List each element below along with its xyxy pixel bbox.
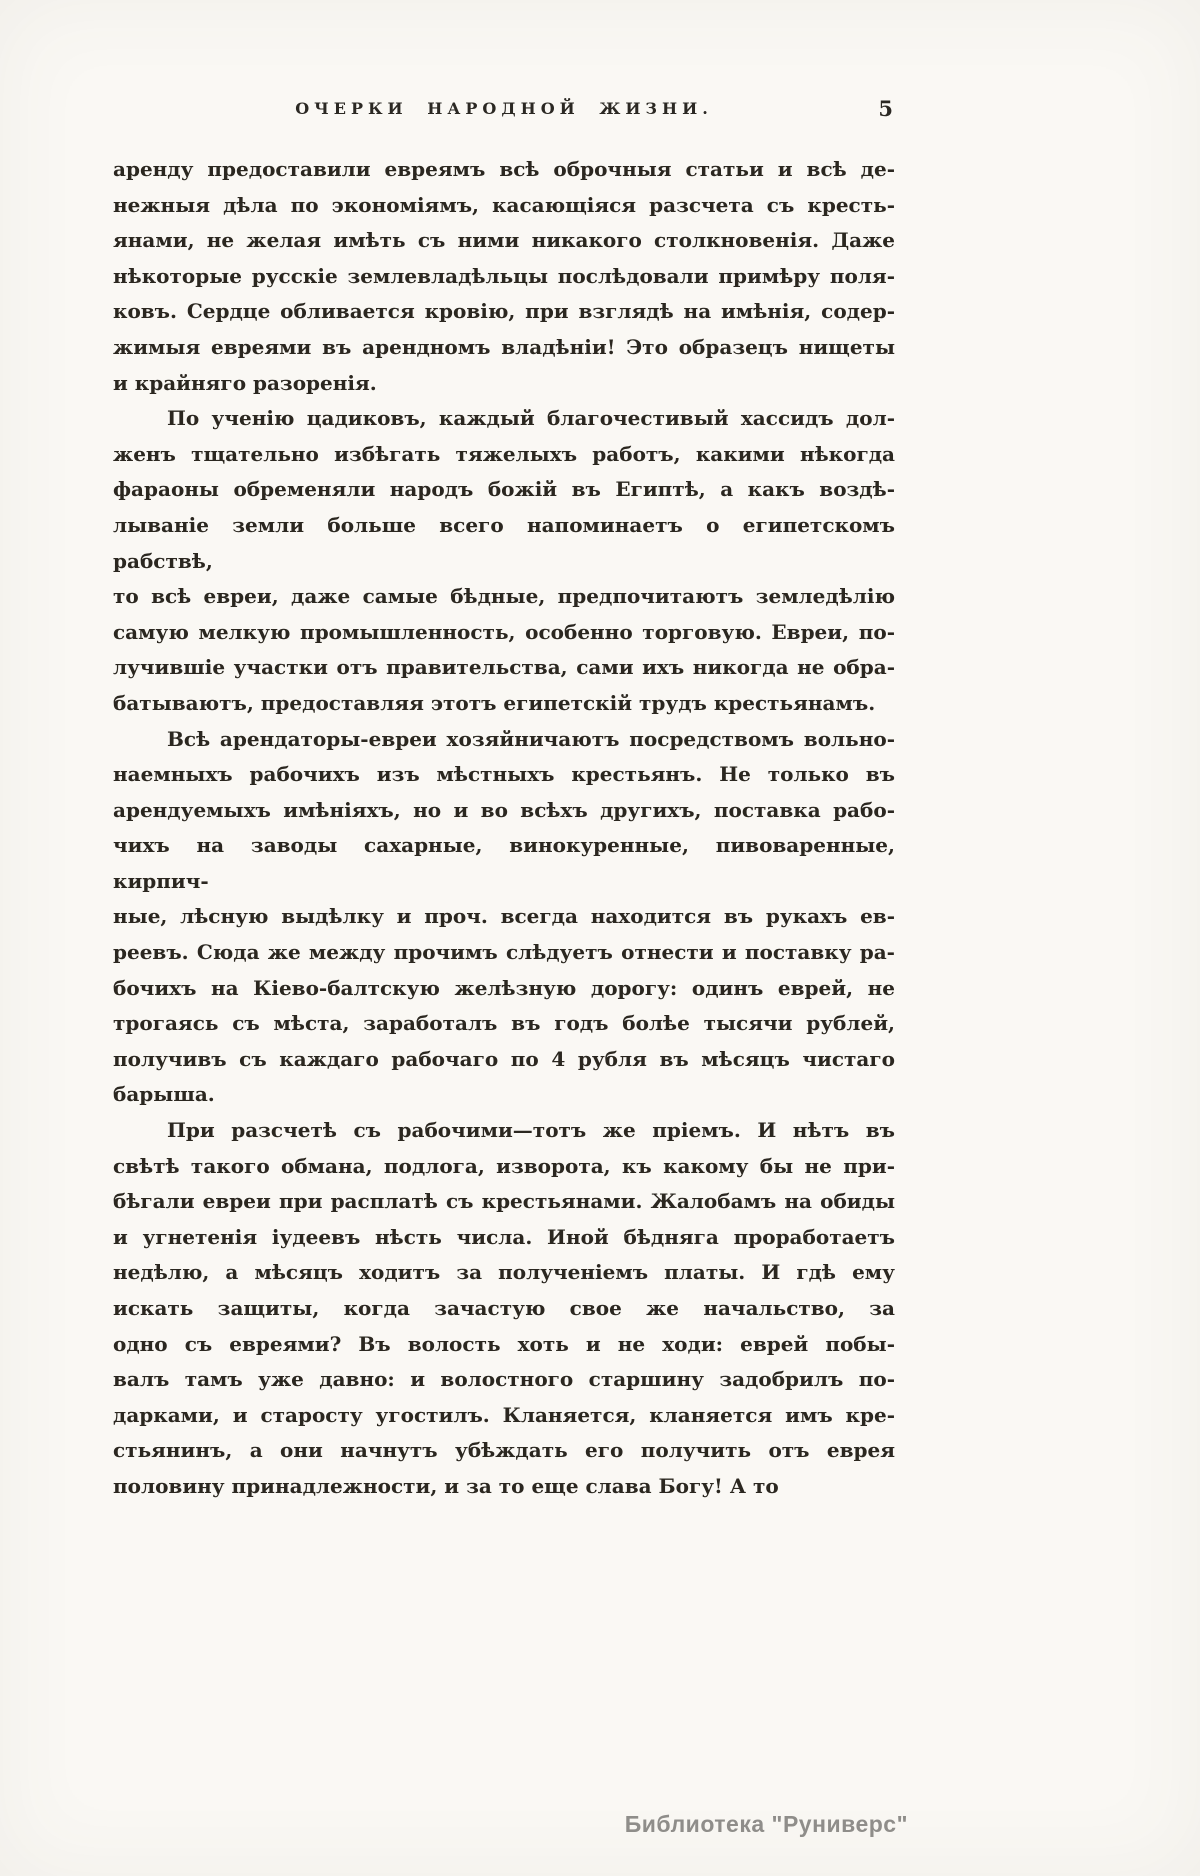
text-line: самую мелкую промышленность, особенно торговую. Евреи, по- [113,619,895,644]
text-line: аренду предоставили евреямъ всѣ оброчныя статьи и всѣ де- [113,157,895,181]
page-header [113,96,895,127]
text-line: трогаясь съ мѣста, заработалъ въ годъ болѣе тысячи рублей, [113,1011,895,1036]
text-line: и угнетенія іудеевъ нѣсть числа. Иной бѣдняга проработаетъ [113,1224,895,1249]
library-watermark: Библиотека "Руниверс" [624,1811,908,1837]
text-line: бѣгали евреи при расплатѣ съ крестьянами. Жалобамъ на обиды [113,1189,895,1214]
text-line: ковъ. Сердце обливается кровію, при взглядѣ на имѣнія, содер- [113,299,895,324]
text-line: батываютъ, предоставляя этотъ египетскій трудъ крестьянамъ. [113,690,876,715]
text-line: наемныхъ рабочихъ изъ мѣстныхъ крестьянъ. Не только въ [113,762,895,787]
text-line: ные, лѣсную выдѣлку и проч. всегда находится въ рукахъ ев- [113,904,895,929]
text-line: получивъ съ каждаго рабочаго по 4 рубля въ мѣсяцъ чистаго [113,1046,895,1071]
text-line: При разсчетѣ съ рабочими—тотъ же пріемъ. И нѣтъ въ [167,1118,895,1143]
running-title: ОЧЕРКИ НАРОДНОЙ ЖИЗНИ. [295,99,713,118]
text-line: бочихъ на Кіево-балтскую желѣзную дорогу: одинъ еврей, не [113,975,895,1000]
text-line: лываніе земли больше всего напоминаетъ о египетскомъ рабствѣ, [113,512,895,573]
text-line: чихъ на заводы сахарные, винокуренные, пивоваренные, кирпич- [113,833,895,893]
text-line: Всѣ арендаторы-евреи хозяйничаютъ посредствомъ вольно- [167,726,895,751]
text-line: По ученію цадиковъ, каждый благочестивый хассидъ дол- [167,406,895,431]
text-line: лучившіе участки отъ правительства, сами ихъ никогда не обра- [113,655,895,680]
text-line: искать защиты, когда зачастую свое же начальство, за [113,1296,895,1320]
text-line: арендуемыхъ имѣніяхъ, но и во всѣхъ другихъ, поставка рабо- [113,797,895,822]
text-line: стьянинъ, а они начнутъ убѣждать его получить отъ еврея [113,1438,895,1463]
text-line: барыша. [113,1082,215,1107]
text-line: то всѣ евреи, даже самые бѣдные, предпочитаютъ земледѣлію [113,584,895,609]
text-line: нежныя дѣла по экономіямъ, касающіяся разсчета съ кресть- [113,192,895,217]
text-block [113,152,895,1505]
text-line: нѣкоторые русскіе землевладѣльцы послѣдовали примѣру поля- [113,263,895,288]
text-line: одно съ евреями? Въ волость хоть и не ходи: еврей побы- [113,1331,895,1356]
text-line: свѣтѣ такого обмана, подлога, изворота, къ какому бы не при- [113,1153,895,1178]
text-line: недѣлю, а мѣсяцъ ходитъ за полученіемъ платы. И гдѣ ему [113,1260,895,1285]
text-line: реевъ. Сюда же между прочимъ слѣдуетъ отнести и поставку ра- [113,940,895,965]
text-line: янами, не желая имѣть съ ними никакого столкновенія. Даже [113,228,895,253]
text-line: жимыя евреями въ арендномъ владѣніи! Это образецъ нищеты [113,334,895,359]
text-line: дарками, и старосту угостилъ. Кланяется, кланяется имъ кре- [113,1402,895,1427]
text-line: женъ тщательно избѣгать тяжелыхъ работъ, какими нѣкогда [113,441,895,466]
page-number: 5 [878,96,893,121]
text-line: фараоны обременяли народъ божій въ Египтѣ, а какъ воздѣ- [113,477,895,502]
text-line: половину принадлежности, и за то еще слава Богу! А то [113,1473,779,1498]
text-line: валъ тамъ уже давно: и волостного старшину задобрилъ по- [113,1367,895,1392]
text-line: и крайняго разоренія. [113,370,377,395]
